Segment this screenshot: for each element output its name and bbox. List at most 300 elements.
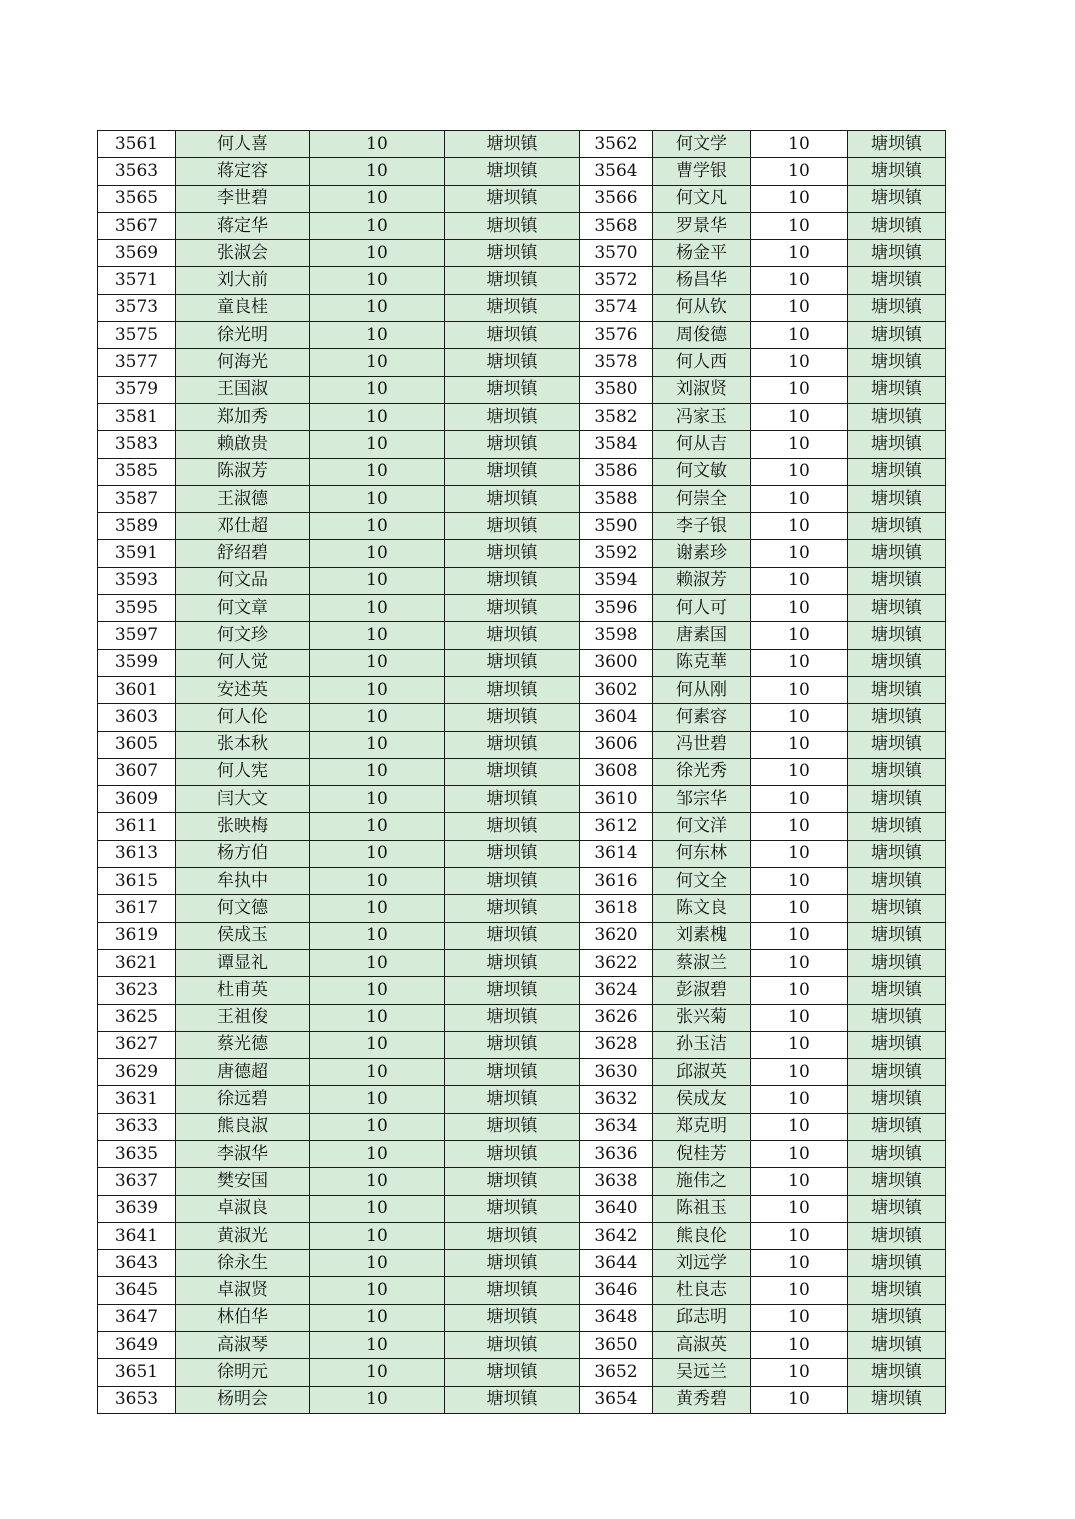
- amount-cell: 10: [310, 158, 445, 185]
- name-cell: 曹学银: [653, 158, 751, 185]
- amount-cell: 10: [310, 1250, 445, 1277]
- town-cell: 塘坝镇: [445, 1113, 580, 1140]
- amount-cell: 10: [310, 840, 445, 867]
- amount-cell: 10: [310, 786, 445, 813]
- id-cell: 3629: [98, 1059, 176, 1086]
- name-cell: 何文学: [653, 131, 751, 158]
- table-row: [98, 595, 946, 622]
- name-cell: 何人可: [653, 595, 751, 622]
- name-cell: 郑加秀: [176, 403, 310, 430]
- town-cell: 塘坝镇: [445, 212, 580, 239]
- town-cell: 塘坝镇: [445, 704, 580, 731]
- name-cell: 蔡光德: [176, 1031, 310, 1058]
- id-cell: 3637: [98, 1168, 176, 1195]
- id-cell: 3604: [580, 704, 653, 731]
- name-cell: 何人伦: [176, 704, 310, 731]
- town-cell: 塘坝镇: [445, 294, 580, 321]
- amount-cell: 10: [310, 1359, 445, 1386]
- table-row: [98, 240, 946, 267]
- amount-cell: 10: [310, 1195, 445, 1222]
- name-cell: 杨方伯: [176, 840, 310, 867]
- amount-cell: 10: [751, 1086, 848, 1113]
- town-cell: 塘坝镇: [848, 595, 946, 622]
- id-cell: 3631: [98, 1086, 176, 1113]
- amount-cell: 10: [310, 431, 445, 458]
- table-row: [98, 212, 946, 239]
- table-row: [98, 567, 946, 594]
- town-cell: 塘坝镇: [445, 1386, 580, 1413]
- id-cell: 3634: [580, 1113, 653, 1140]
- town-cell: 塘坝镇: [445, 403, 580, 430]
- town-cell: 塘坝镇: [445, 485, 580, 512]
- name-cell: 陈文良: [653, 895, 751, 922]
- town-cell: 塘坝镇: [848, 1031, 946, 1058]
- amount-cell: 10: [751, 977, 848, 1004]
- town-cell: 塘坝镇: [445, 567, 580, 594]
- id-cell: 3636: [580, 1140, 653, 1167]
- amount-cell: 10: [751, 267, 848, 294]
- id-cell: 3561: [98, 131, 176, 158]
- id-cell: 3577: [98, 349, 176, 376]
- id-cell: 3587: [98, 485, 176, 512]
- amount-cell: 10: [310, 240, 445, 267]
- town-cell: 塘坝镇: [445, 1086, 580, 1113]
- id-cell: 3574: [580, 294, 653, 321]
- name-cell: 熊良伦: [653, 1222, 751, 1249]
- name-cell: 何素容: [653, 704, 751, 731]
- id-cell: 3624: [580, 977, 653, 1004]
- town-cell: 塘坝镇: [848, 131, 946, 158]
- table-row: [98, 1059, 946, 1086]
- amount-cell: 10: [310, 485, 445, 512]
- table-row: [98, 1113, 946, 1140]
- town-cell: 塘坝镇: [445, 1332, 580, 1359]
- amount-cell: 10: [751, 1222, 848, 1249]
- town-cell: 塘坝镇: [848, 158, 946, 185]
- name-cell: 黄淑光: [176, 1222, 310, 1249]
- table-row: [98, 731, 946, 758]
- name-cell: 何文洋: [653, 813, 751, 840]
- name-cell: 何人觉: [176, 649, 310, 676]
- name-cell: 蒋定容: [176, 158, 310, 185]
- table-row: [98, 376, 946, 403]
- town-cell: 塘坝镇: [445, 322, 580, 349]
- id-cell: 3589: [98, 513, 176, 540]
- id-cell: 3640: [580, 1195, 653, 1222]
- name-cell: 侯成友: [653, 1086, 751, 1113]
- amount-cell: 10: [751, 158, 848, 185]
- table-row: [98, 758, 946, 785]
- amount-cell: 10: [310, 1386, 445, 1413]
- town-cell: 塘坝镇: [445, 349, 580, 376]
- name-cell: 何海光: [176, 349, 310, 376]
- town-cell: 塘坝镇: [848, 540, 946, 567]
- name-cell: 熊良淑: [176, 1113, 310, 1140]
- amount-cell: 10: [751, 458, 848, 485]
- id-cell: 3615: [98, 868, 176, 895]
- town-cell: 塘坝镇: [848, 622, 946, 649]
- amount-cell: 10: [751, 403, 848, 430]
- amount-cell: 10: [751, 704, 848, 731]
- id-cell: 3644: [580, 1250, 653, 1277]
- name-cell: 陈祖玉: [653, 1195, 751, 1222]
- amount-cell: 10: [751, 1304, 848, 1331]
- town-cell: 塘坝镇: [848, 676, 946, 703]
- amount-cell: 10: [310, 322, 445, 349]
- id-cell: 3595: [98, 595, 176, 622]
- id-cell: 3567: [98, 212, 176, 239]
- name-cell: 徐光明: [176, 322, 310, 349]
- table-row: [98, 895, 946, 922]
- name-cell: 杨昌华: [653, 267, 751, 294]
- id-cell: 3617: [98, 895, 176, 922]
- amount-cell: 10: [751, 922, 848, 949]
- town-cell: 塘坝镇: [445, 595, 580, 622]
- town-cell: 塘坝镇: [848, 1250, 946, 1277]
- table-row: [98, 267, 946, 294]
- amount-cell: 10: [310, 704, 445, 731]
- amount-cell: 10: [751, 431, 848, 458]
- amount-cell: 10: [310, 1113, 445, 1140]
- amount-cell: 10: [310, 1304, 445, 1331]
- town-cell: 塘坝镇: [848, 758, 946, 785]
- id-cell: 3652: [580, 1359, 653, 1386]
- id-cell: 3633: [98, 1113, 176, 1140]
- table-row: [98, 868, 946, 895]
- town-cell: 塘坝镇: [445, 1031, 580, 1058]
- amount-cell: 10: [751, 786, 848, 813]
- town-cell: 塘坝镇: [848, 649, 946, 676]
- amount-cell: 10: [310, 1332, 445, 1359]
- table-row: [98, 294, 946, 321]
- id-cell: 3612: [580, 813, 653, 840]
- id-cell: 3625: [98, 1004, 176, 1031]
- town-cell: 塘坝镇: [445, 1277, 580, 1304]
- amount-cell: 10: [751, 1332, 848, 1359]
- id-cell: 3632: [580, 1086, 653, 1113]
- id-cell: 3616: [580, 868, 653, 895]
- name-cell: 卓淑良: [176, 1195, 310, 1222]
- name-cell: 王国淑: [176, 376, 310, 403]
- town-cell: 塘坝镇: [848, 403, 946, 430]
- amount-cell: 10: [751, 868, 848, 895]
- amount-cell: 10: [751, 567, 848, 594]
- name-cell: 杨明会: [176, 1386, 310, 1413]
- amount-cell: 10: [310, 895, 445, 922]
- id-cell: 3627: [98, 1031, 176, 1058]
- name-cell: 李子银: [653, 513, 751, 540]
- name-cell: 闫大文: [176, 786, 310, 813]
- town-cell: 塘坝镇: [848, 431, 946, 458]
- name-cell: 林伯华: [176, 1304, 310, 1331]
- name-cell: 舒绍碧: [176, 540, 310, 567]
- amount-cell: 10: [751, 813, 848, 840]
- id-cell: 3575: [98, 322, 176, 349]
- name-cell: 唐德超: [176, 1059, 310, 1086]
- town-cell: 塘坝镇: [445, 786, 580, 813]
- town-cell: 塘坝镇: [848, 1059, 946, 1086]
- id-cell: 3579: [98, 376, 176, 403]
- id-cell: 3593: [98, 567, 176, 594]
- amount-cell: 10: [751, 1359, 848, 1386]
- amount-cell: 10: [310, 622, 445, 649]
- town-cell: 塘坝镇: [848, 1222, 946, 1249]
- amount-cell: 10: [310, 131, 445, 158]
- table-row: [98, 431, 946, 458]
- name-cell: 冯家玉: [653, 403, 751, 430]
- amount-cell: 10: [751, 513, 848, 540]
- town-cell: 塘坝镇: [848, 704, 946, 731]
- amount-cell: 10: [310, 1140, 445, 1167]
- name-cell: 牟执中: [176, 868, 310, 895]
- amount-cell: 10: [751, 595, 848, 622]
- name-cell: 何从吉: [653, 431, 751, 458]
- id-cell: 3601: [98, 676, 176, 703]
- roster-table-body: [98, 131, 946, 1414]
- amount-cell: 10: [310, 1004, 445, 1031]
- name-cell: 刘远学: [653, 1250, 751, 1277]
- name-cell: 唐素国: [653, 622, 751, 649]
- name-cell: 冯世碧: [653, 731, 751, 758]
- name-cell: 何文珍: [176, 622, 310, 649]
- id-cell: 3580: [580, 376, 653, 403]
- id-cell: 3611: [98, 813, 176, 840]
- table-row: [98, 922, 946, 949]
- id-cell: 3603: [98, 704, 176, 731]
- town-cell: 塘坝镇: [848, 1277, 946, 1304]
- table-row: [98, 1168, 946, 1195]
- town-cell: 塘坝镇: [848, 1113, 946, 1140]
- town-cell: 塘坝镇: [848, 1004, 946, 1031]
- table-row: [98, 1386, 946, 1413]
- name-cell: 张映梅: [176, 813, 310, 840]
- name-cell: 谢素珍: [653, 540, 751, 567]
- name-cell: 张本秋: [176, 731, 310, 758]
- amount-cell: 10: [751, 1250, 848, 1277]
- id-cell: 3578: [580, 349, 653, 376]
- amount-cell: 10: [751, 1277, 848, 1304]
- table-row: [98, 1140, 946, 1167]
- name-cell: 高淑琴: [176, 1332, 310, 1359]
- amount-cell: 10: [751, 676, 848, 703]
- town-cell: 塘坝镇: [848, 185, 946, 212]
- town-cell: 塘坝镇: [445, 240, 580, 267]
- table-row: [98, 485, 946, 512]
- town-cell: 塘坝镇: [445, 622, 580, 649]
- id-cell: 3653: [98, 1386, 176, 1413]
- name-cell: 周俊德: [653, 322, 751, 349]
- id-cell: 3588: [580, 485, 653, 512]
- amount-cell: 10: [310, 1277, 445, 1304]
- table-row: [98, 813, 946, 840]
- name-cell: 何崇全: [653, 485, 751, 512]
- name-cell: 徐永生: [176, 1250, 310, 1277]
- amount-cell: 10: [310, 458, 445, 485]
- name-cell: 刘素槐: [653, 922, 751, 949]
- id-cell: 3619: [98, 922, 176, 949]
- amount-cell: 10: [310, 513, 445, 540]
- table-row: [98, 458, 946, 485]
- amount-cell: 10: [310, 1086, 445, 1113]
- town-cell: 塘坝镇: [848, 786, 946, 813]
- name-cell: 施伟之: [653, 1168, 751, 1195]
- town-cell: 塘坝镇: [848, 977, 946, 1004]
- town-cell: 塘坝镇: [445, 1195, 580, 1222]
- town-cell: 塘坝镇: [445, 922, 580, 949]
- town-cell: 塘坝镇: [445, 758, 580, 785]
- amount-cell: 10: [751, 294, 848, 321]
- id-cell: 3621: [98, 949, 176, 976]
- table-row: [98, 131, 946, 158]
- name-cell: 倪桂芳: [653, 1140, 751, 1167]
- table-row: [98, 1332, 946, 1359]
- name-cell: 童良桂: [176, 294, 310, 321]
- town-cell: 塘坝镇: [848, 267, 946, 294]
- id-cell: 3582: [580, 403, 653, 430]
- name-cell: 高淑英: [653, 1332, 751, 1359]
- id-cell: 3562: [580, 131, 653, 158]
- name-cell: 谭显礼: [176, 949, 310, 976]
- table-row: [98, 185, 946, 212]
- name-cell: 何人宪: [176, 758, 310, 785]
- amount-cell: 10: [310, 376, 445, 403]
- table-row: [98, 1304, 946, 1331]
- id-cell: 3648: [580, 1304, 653, 1331]
- town-cell: 塘坝镇: [445, 1222, 580, 1249]
- table-row: [98, 622, 946, 649]
- table-row: [98, 349, 946, 376]
- id-cell: 3573: [98, 294, 176, 321]
- id-cell: 3591: [98, 540, 176, 567]
- amount-cell: 10: [310, 676, 445, 703]
- amount-cell: 10: [310, 567, 445, 594]
- town-cell: 塘坝镇: [445, 540, 580, 567]
- table-row: [98, 1250, 946, 1277]
- id-cell: 3594: [580, 567, 653, 594]
- town-cell: 塘坝镇: [445, 840, 580, 867]
- id-cell: 3618: [580, 895, 653, 922]
- town-cell: 塘坝镇: [848, 1386, 946, 1413]
- amount-cell: 10: [751, 212, 848, 239]
- amount-cell: 10: [310, 294, 445, 321]
- town-cell: 塘坝镇: [848, 1304, 946, 1331]
- id-cell: 3610: [580, 786, 653, 813]
- table-row: [98, 1222, 946, 1249]
- town-cell: 塘坝镇: [445, 267, 580, 294]
- amount-cell: 10: [751, 240, 848, 267]
- town-cell: 塘坝镇: [445, 676, 580, 703]
- id-cell: 3565: [98, 185, 176, 212]
- id-cell: 3597: [98, 622, 176, 649]
- id-cell: 3583: [98, 431, 176, 458]
- name-cell: 侯成玉: [176, 922, 310, 949]
- amount-cell: 10: [751, 1168, 848, 1195]
- id-cell: 3622: [580, 949, 653, 976]
- id-cell: 3608: [580, 758, 653, 785]
- id-cell: 3647: [98, 1304, 176, 1331]
- town-cell: 塘坝镇: [848, 294, 946, 321]
- name-cell: 樊安国: [176, 1168, 310, 1195]
- table-row: [98, 158, 946, 185]
- id-cell: 3642: [580, 1222, 653, 1249]
- town-cell: 塘坝镇: [848, 513, 946, 540]
- name-cell: 邓仕超: [176, 513, 310, 540]
- id-cell: 3654: [580, 1386, 653, 1413]
- table-row: [98, 704, 946, 731]
- name-cell: 张淑会: [176, 240, 310, 267]
- amount-cell: 10: [310, 1222, 445, 1249]
- town-cell: 塘坝镇: [848, 949, 946, 976]
- id-cell: 3643: [98, 1250, 176, 1277]
- name-cell: 蔡淑兰: [653, 949, 751, 976]
- amount-cell: 10: [310, 1059, 445, 1086]
- town-cell: 塘坝镇: [445, 1359, 580, 1386]
- town-cell: 塘坝镇: [848, 1168, 946, 1195]
- town-cell: 塘坝镇: [445, 895, 580, 922]
- id-cell: 3584: [580, 431, 653, 458]
- amount-cell: 10: [751, 376, 848, 403]
- town-cell: 塘坝镇: [445, 158, 580, 185]
- amount-cell: 10: [751, 540, 848, 567]
- id-cell: 3620: [580, 922, 653, 949]
- amount-cell: 10: [751, 1059, 848, 1086]
- name-cell: 王祖俊: [176, 1004, 310, 1031]
- table-row: [98, 949, 946, 976]
- town-cell: 塘坝镇: [848, 376, 946, 403]
- amount-cell: 10: [751, 949, 848, 976]
- name-cell: 王淑德: [176, 485, 310, 512]
- table-row: [98, 1195, 946, 1222]
- id-cell: 3635: [98, 1140, 176, 1167]
- id-cell: 3581: [98, 403, 176, 430]
- id-cell: 3570: [580, 240, 653, 267]
- id-cell: 3602: [580, 676, 653, 703]
- amount-cell: 10: [310, 868, 445, 895]
- town-cell: 塘坝镇: [445, 1059, 580, 1086]
- id-cell: 3605: [98, 731, 176, 758]
- table-row: [98, 403, 946, 430]
- town-cell: 塘坝镇: [848, 840, 946, 867]
- name-cell: 何文凡: [653, 185, 751, 212]
- amount-cell: 10: [751, 1004, 848, 1031]
- town-cell: 塘坝镇: [445, 431, 580, 458]
- name-cell: 何文德: [176, 895, 310, 922]
- amount-cell: 10: [310, 185, 445, 212]
- id-cell: 3606: [580, 731, 653, 758]
- town-cell: 塘坝镇: [445, 376, 580, 403]
- id-cell: 3650: [580, 1332, 653, 1359]
- id-cell: 3563: [98, 158, 176, 185]
- town-cell: 塘坝镇: [445, 185, 580, 212]
- name-cell: 吴远兰: [653, 1359, 751, 1386]
- amount-cell: 10: [310, 922, 445, 949]
- table-row: [98, 513, 946, 540]
- id-cell: 3598: [580, 622, 653, 649]
- amount-cell: 10: [310, 1168, 445, 1195]
- amount-cell: 10: [751, 349, 848, 376]
- name-cell: 陈淑芳: [176, 458, 310, 485]
- name-cell: 蒋定华: [176, 212, 310, 239]
- table-row: [98, 676, 946, 703]
- id-cell: 3600: [580, 649, 653, 676]
- town-cell: 塘坝镇: [445, 868, 580, 895]
- id-cell: 3651: [98, 1359, 176, 1386]
- town-cell: 塘坝镇: [445, 649, 580, 676]
- name-cell: 何人西: [653, 349, 751, 376]
- amount-cell: 10: [310, 349, 445, 376]
- id-cell: 3572: [580, 267, 653, 294]
- town-cell: 塘坝镇: [445, 1250, 580, 1277]
